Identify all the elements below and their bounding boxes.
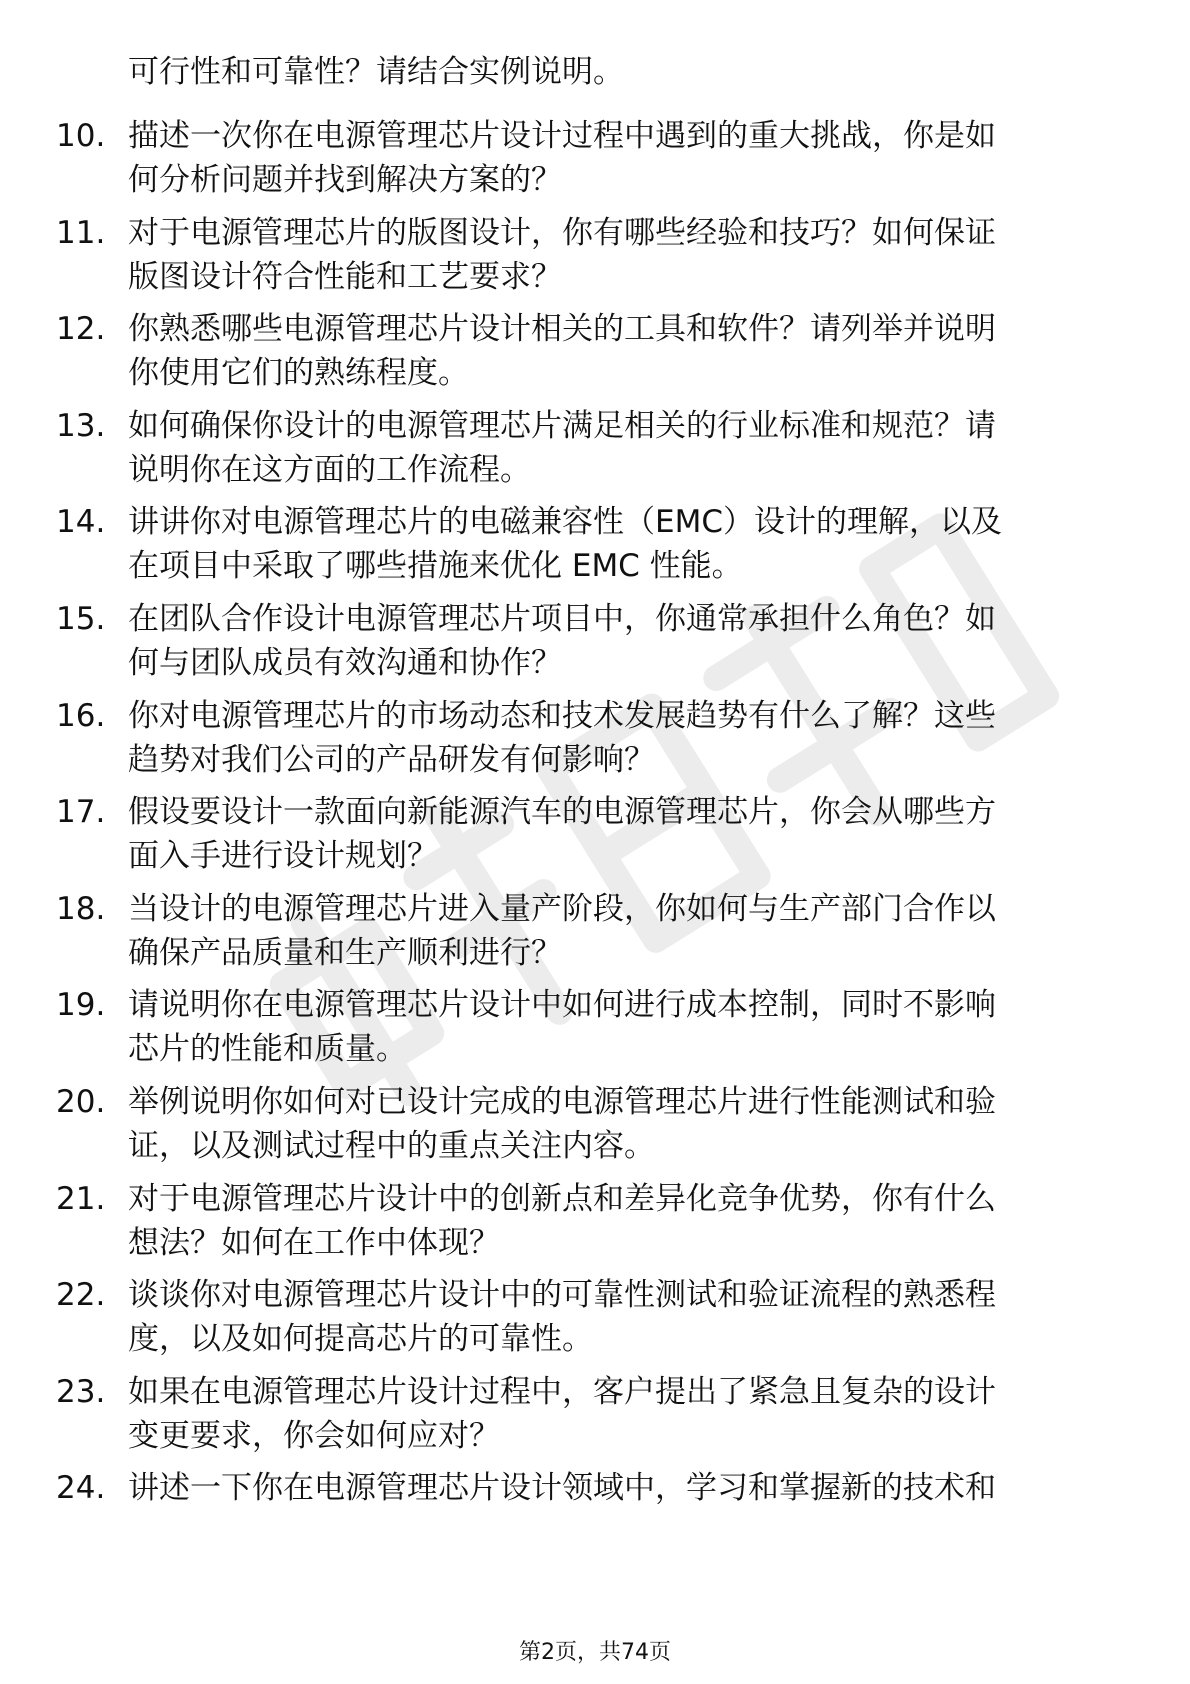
question-item: [0, 114, 1190, 210]
question-text-line: 对于电源管理芯片的版图设计，你有哪些经验和技巧？如何保证: [128, 214, 996, 251]
question-text-line: 如何确保你设计的电源管理芯片满足相关的行业标准和规范？请: [128, 407, 996, 444]
question-item: [0, 1273, 1190, 1369]
question-text-line: 确保产品质量和生产顺利进行？: [128, 934, 562, 971]
question-number: 14.: [56, 504, 106, 541]
question-item: [0, 1177, 1190, 1273]
question-number: 20.: [56, 1084, 106, 1120]
question-text-line: 你熟悉哪些电源管理芯片设计相关的工具和软件？请列举并说明: [128, 311, 996, 348]
question-number: 17.: [56, 794, 106, 831]
question-text-line: 变更要求，你会如何应对？: [128, 1417, 500, 1454]
question-item: [0, 307, 1190, 403]
question-number: 24.: [56, 1470, 106, 1507]
question-item: [0, 983, 1190, 1079]
question-text-line: 度，以及如何提高芯片的可靠性。: [128, 1321, 593, 1358]
question-number: 18.: [56, 890, 106, 927]
question-item: [0, 1080, 1190, 1176]
question-text-line: 讲述一下你在电源管理芯片设计领域中，学习和掌握新的技术和: [128, 1470, 996, 1507]
question-number: 19.: [56, 987, 106, 1024]
question-number: 13.: [56, 407, 106, 444]
page-footer: 第2页，共74页: [519, 1640, 671, 1665]
question-text-line: 请说明你在电源管理芯片设计中如何进行成本控制，同时不影响: [128, 987, 996, 1024]
carryover-text-line: 可行性和可靠性？请结合实例说明。: [128, 54, 624, 90]
question-text-line: 如果在电源管理芯片设计过程中，客户提出了紧急且复杂的设计: [128, 1373, 996, 1410]
question-text-line: 面入手进行设计规划？: [128, 838, 438, 875]
question-text-line: 趋势对我们公司的产品研发有何影响？: [128, 741, 655, 778]
question-text-line: 版图设计符合性能和工艺要求？: [128, 258, 562, 295]
question-text-line: 假设要设计一款面向新能源汽车的电源管理芯片，你会从哪些方: [128, 794, 996, 831]
question-text-line: 当设计的电源管理芯片进入量产阶段，你如何与生产部门合作以: [128, 890, 996, 927]
question-item: [0, 694, 1190, 790]
question-text-line: 对于电源管理芯片设计中的创新点和差异化竞争优势，你有什么: [128, 1180, 996, 1217]
question-number: 11.: [56, 214, 106, 251]
question-text-line: 芯片的性能和质量。: [128, 1031, 407, 1068]
question-text-line: 在项目中采取了哪些措施来优化 EMC 性能。: [128, 548, 743, 585]
question-text-line: 证，以及测试过程中的重点关注内容。: [128, 1128, 655, 1164]
question-item: [0, 1370, 1190, 1466]
question-text-line: 想法？如何在工作中体现？: [128, 1224, 500, 1261]
question-text-line: 说明你在这方面的工作流程。: [128, 451, 531, 488]
question-text-line: 讲讲你对电源管理芯片的电磁兼容性（EMC）设计的理解，以及: [128, 504, 1002, 541]
question-number: 22.: [56, 1277, 106, 1314]
question-text-line: 举例说明你如何对已设计完成的电源管理芯片进行性能测试和验: [128, 1084, 996, 1120]
question-number: 21.: [56, 1180, 106, 1217]
question-number: 12.: [56, 311, 106, 348]
question-text-line: 你对电源管理芯片的市场动态和技术发展趋势有什么了解？这些: [128, 697, 996, 734]
question-text-line: 你使用它们的熟练程度。: [128, 355, 469, 392]
question-item: [0, 500, 1190, 596]
question-text-line: 何分析问题并找到解决方案的？: [128, 162, 562, 198]
question-number: 15.: [56, 601, 106, 637]
question-item: [0, 211, 1190, 307]
question-number: 10.: [56, 118, 106, 154]
question-text-line: 描述一次你在电源管理芯片设计过程中遇到的重大挑战，你是如: [128, 118, 996, 154]
question-number: 23.: [56, 1373, 106, 1410]
question-text-line: 在团队合作设计电源管理芯片项目中，你通常承担什么角色？如: [128, 601, 996, 637]
question-item: [0, 597, 1190, 693]
question-text-line: 谈谈你对电源管理芯片设计中的可靠性测试和验证流程的熟悉程: [128, 1277, 996, 1314]
question-item: [0, 887, 1190, 983]
question-item: [0, 404, 1190, 500]
question-item: [0, 790, 1190, 886]
question-number: 16.: [56, 697, 106, 734]
question-item: [0, 1466, 1190, 1562]
question-text-line: 何与团队成员有效沟通和协作？: [128, 645, 562, 681]
